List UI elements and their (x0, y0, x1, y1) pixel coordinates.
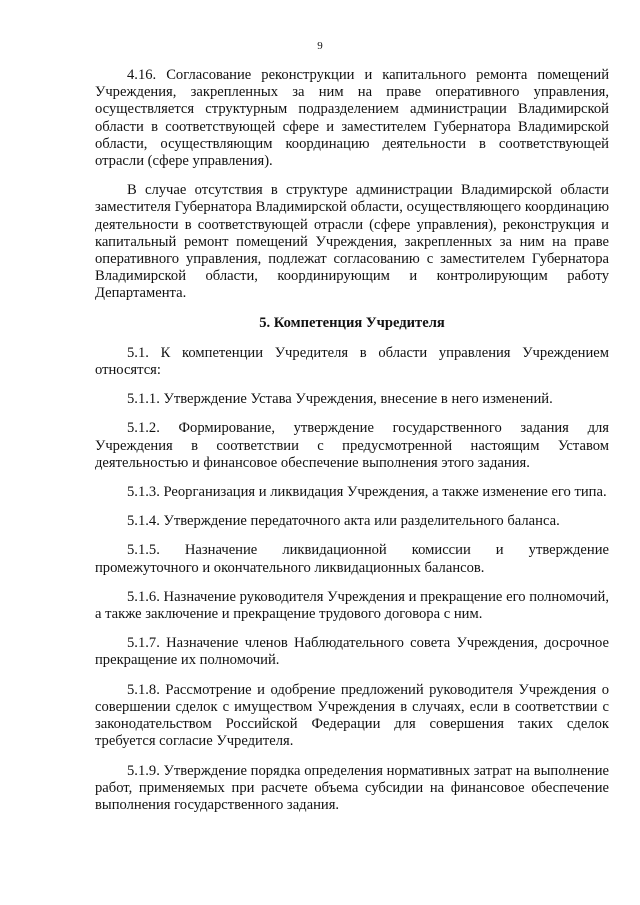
paragraph-5-1-1: 5.1.1. Утверждение Устава Учреждения, внесение в него изменений. (127, 391, 553, 408)
paragraph-5-1-4: 5.1.4. Утверждение передаточного акта или разделительного баланса. (127, 513, 560, 530)
paragraph-absence-clause: В случае отсутствия в структуре администрации Владимирской области заместителя Губернатора Владимирской области, осуществляющего координацию деятельности в соответствующей отрасли (сфере управления), реконструкция и капитальный ремонт помещений Учреждения, закрепленных за ним на праве оперативного управления, подлежат согласованию с заместителем Губернатора Владимирской области, координирующим и контролирующим работу Департамента. (95, 182, 609, 302)
section-heading: 5. Компетенция Учредителя (259, 314, 445, 331)
paragraph-5-1-6: 5.1.6. Назначение руководителя Учреждения и прекращение его полномочий, а также заключение и прекращение трудового договора с ним. (95, 588, 609, 623)
paragraph-4-16: 4.16. Согласование реконструкции и капитального ремонта помещений Учреждения, закрепленных за ним на праве оперативного управления, осуществляется структурным подразделением администрации Владимирской области в соответствующей сфере и заместителем Губернатора Владимирской области, осуществляющим координацию деятельности в соответствующей отрасли (сфере управления). (95, 67, 609, 170)
paragraph-5-1-3: 5.1.3. Реорганизация и ликвидация Учреждения, а также изменение его типа. (127, 484, 607, 501)
page-number: 9 (317, 40, 323, 52)
paragraph-5-1-7: 5.1.7. Назначение членов Наблюдательного совета Учреждения, досрочное прекращение их полномочий. (95, 635, 609, 669)
paragraph-5-1-9: 5.1.9. Утверждение порядка определения нормативных затрат на выполнение работ, применяемых при расчете объема субсидии на финансовое обеспечение выполнения государственного задания. (95, 762, 609, 813)
paragraph-5-1: 5.1. К компетенции Учредителя в области управления Учреждением относятся: (95, 344, 609, 379)
paragraph-5-1-8: 5.1.8. Рассмотрение и одобрение предложений руководителя Учреждения о совершении сделок с имуществом Учреждения в случаях, если в соответствии с законодательством Российской Федерации для совершения таких сделок требуется согласие Учредителя. (95, 681, 609, 750)
document-body (95, 67, 609, 826)
paragraph-5-1-5: 5.1.5. Назначение ликвидационной комиссии и утверждение промежуточного и окончательного ликвидационных балансов. (95, 542, 609, 576)
paragraph-5-1-2: 5.1.2. Формирование, утверждение государственного задания для Учреждения в соответствии с предусмотренной настоящим Уставом деятельностью и финансовое обеспечение выполнения этого задания. (95, 420, 609, 471)
